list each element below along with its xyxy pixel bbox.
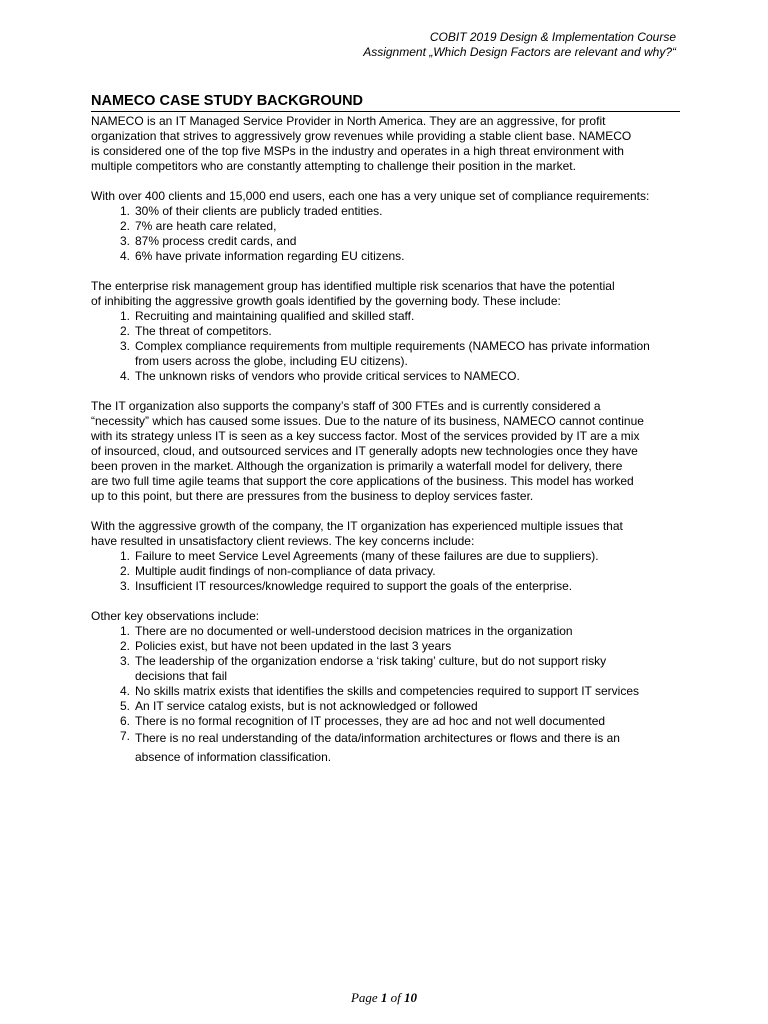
list-text: The threat of competitors. xyxy=(135,324,272,338)
list-text: 30% of their clients are publicly traded entities. xyxy=(135,204,383,218)
page-footer xyxy=(0,990,768,1005)
list-item xyxy=(91,309,686,324)
of-label: of xyxy=(390,990,401,1005)
text-line: multiple competitors who are constantly attempting to challenge their position in the market. xyxy=(91,159,576,173)
text-line: NAMECO is an IT Managed Service Provider in North America. They are an aggressive, for profit xyxy=(91,114,606,128)
list-number: 3. xyxy=(119,579,130,593)
list-item xyxy=(91,699,686,714)
list-text: Multiple audit findings of non-compliance of data privacy. xyxy=(135,564,436,578)
list-text xyxy=(135,729,620,767)
list-item xyxy=(91,654,686,684)
list-number: 6. xyxy=(119,714,130,728)
list-text: There are no documented or well-understood decision matrices in the organization xyxy=(135,624,573,638)
growth-lead xyxy=(91,519,686,549)
list-item xyxy=(91,549,686,564)
list-text: No skills matrix exists that identifies the skills and competencies required to support IT services xyxy=(135,684,639,698)
list-item xyxy=(91,234,686,249)
list-item xyxy=(91,369,686,384)
observations-list xyxy=(91,624,686,767)
page-number: 1 xyxy=(380,990,388,1005)
list-item xyxy=(91,579,686,594)
document-header xyxy=(363,30,676,60)
risk-list xyxy=(91,309,686,384)
list-text: Insufficient IT resources/knowledge required to support the goals of the enterprise. xyxy=(135,579,573,593)
text-line: of insourced, cloud, and outsourced services and IT generally adopts new technologies once they have xyxy=(91,444,638,458)
list-number: 4. xyxy=(119,684,130,698)
page-label: Page xyxy=(350,990,378,1005)
assignment-title: Assignment „Which Design Factors are relevant and why?“ xyxy=(363,45,676,59)
text-line: The enterprise risk management group has identified multiple risk scenarios that have the potential xyxy=(91,279,615,293)
list-number: 1. xyxy=(119,549,130,563)
text-line: The IT organization also supports the company’s staff of 300 FTEs and is currently considered a xyxy=(91,399,601,413)
list-text: 6% have private information regarding EU citizens. xyxy=(135,249,405,263)
document-body xyxy=(91,114,686,767)
list-text xyxy=(135,654,606,684)
list-number: 7. xyxy=(119,729,130,743)
list-number: 1. xyxy=(119,309,130,323)
list-number: 2. xyxy=(119,639,130,653)
text-line: There is no real understanding of the data/information architectures or flows and there is an xyxy=(135,731,620,745)
list-item xyxy=(91,249,686,264)
list-item xyxy=(91,729,686,767)
list-number: 3. xyxy=(119,654,130,668)
list-text: 7% are heath care related, xyxy=(135,219,277,233)
list-text: There is no formal recognition of IT processes, they are ad hoc and not well documented xyxy=(135,714,606,728)
list-number: 1. xyxy=(119,204,130,218)
list-text: Recruiting and maintaining qualified and skilled staff. xyxy=(135,309,415,323)
list-text xyxy=(135,339,650,369)
list-item xyxy=(91,684,686,699)
compliance-list xyxy=(91,204,686,264)
concerns-list xyxy=(91,549,686,594)
text-line: absence of information classification. xyxy=(135,750,332,764)
text-line: with its strategy unless IT is seen as a key success factor. Most of the services provided by IT are a mix xyxy=(91,429,640,443)
list-number: 3. xyxy=(119,234,130,248)
text-line: been proven in the market. Although the organization is primarily a waterfall model for delivery, there xyxy=(91,459,623,473)
course-title: COBIT 2019 Design & Implementation Course xyxy=(429,30,676,44)
list-text: An IT service catalog exists, but is not acknowledged or followed xyxy=(135,699,478,713)
list-item xyxy=(91,639,686,654)
list-text: Policies exist, but have not been updated in the last 3 years xyxy=(135,639,452,653)
text-line: The leadership of the organization endorse a ‘risk taking’ culture, but do not support risky xyxy=(135,654,607,668)
list-item xyxy=(91,204,686,219)
list-text: The unknown risks of vendors who provide critical services to NAMECO. xyxy=(135,369,520,383)
list-item xyxy=(91,219,686,234)
text-line: have resulted in unsatisfactory client reviews. The key concerns include: xyxy=(91,534,475,548)
it-organization-paragraph xyxy=(91,399,686,504)
text-line: is considered one of the top five MSPs in the industry and operates in a high threat environment with xyxy=(91,144,624,158)
list-number: 4. xyxy=(119,249,130,263)
intro-paragraph xyxy=(91,114,686,174)
list-item xyxy=(91,324,686,339)
list-text: 87% process credit cards, and xyxy=(135,234,297,248)
list-number: 3. xyxy=(119,339,130,353)
text-line: up to this point, but there are pressures from the business to deploy services faster. xyxy=(91,489,534,503)
text-line: of inhibiting the aggressive growth goals identified by the governing body. These include: xyxy=(91,294,561,308)
risk-lead xyxy=(91,279,686,309)
list-text: Failure to meet Service Level Agreements (many of these failures are due to suppliers). xyxy=(135,549,599,563)
text-line: With the aggressive growth of the company, the IT organization has experienced multiple issues that xyxy=(91,519,623,533)
page-total: 10 xyxy=(404,990,418,1005)
clients-lead: With over 400 clients and 15,000 end users, each one has a very unique set of compliance requirements: xyxy=(91,189,650,203)
list-item xyxy=(91,564,686,579)
list-number: 1. xyxy=(119,624,130,638)
observations-lead: Other key observations include: xyxy=(91,609,260,623)
list-number: 5. xyxy=(119,699,130,713)
list-number: 2. xyxy=(119,324,130,338)
list-number: 4. xyxy=(119,369,130,383)
text-line: organization that strives to aggressively grow revenues while providing a stable client base. NAMECO xyxy=(91,129,632,143)
list-number: 2. xyxy=(119,564,130,578)
list-number: 2. xyxy=(119,219,130,233)
section-title: NAMECO CASE STUDY BACKGROUND xyxy=(91,92,680,112)
list-item xyxy=(91,339,686,369)
text-line: from users across the globe, including EU citizens). xyxy=(135,354,408,368)
list-item xyxy=(91,714,686,729)
list-item xyxy=(91,624,686,639)
text-line: decisions that fail xyxy=(135,669,228,683)
text-line: are two full time agile teams that support the core applications of the business. This model has worked xyxy=(91,474,634,488)
text-line: “necessity” which has caused some issues. Due to the nature of its business, NAMECO cannot continue xyxy=(91,414,644,428)
text-line: Complex compliance requirements from multiple requirements (NAMECO has private information xyxy=(135,339,650,353)
